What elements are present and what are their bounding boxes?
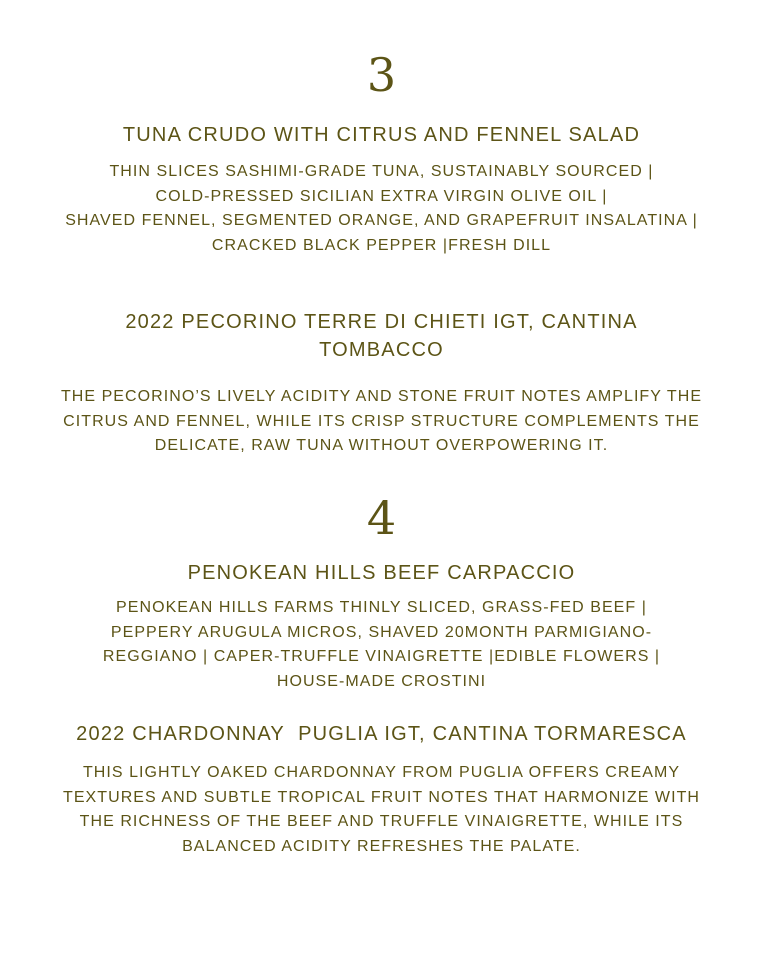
description-line: THIN SLICES SASHIMI-GRADE TUNA, SUSTAINABLY SOURCED | xyxy=(109,163,654,180)
course-3-dish-description xyxy=(0,160,763,258)
course-3-wine-title xyxy=(0,308,763,364)
description-line: HOUSE-MADE CROSTINI xyxy=(276,672,487,690)
description-line: CRACKED BLACK PEPPER |FRESH DILL xyxy=(211,236,552,254)
course-4-number: 4 xyxy=(366,491,397,545)
course-4-wine-note xyxy=(0,761,763,859)
course-3-number: 3 xyxy=(366,48,397,102)
wine-note-line: TEXTURES AND SUBTLE TROPICAL FRUIT NOTES THAT HARMONIZE WITH xyxy=(63,788,700,806)
course-4-dish-title: PENOKEAN HILLS BEEF CARPACCIO xyxy=(187,562,576,584)
course-4-wine-title: 2022 CHARDONNAY PUGLIA IGT, CANTINA TORMARESCA xyxy=(76,723,687,745)
wine-note-line: CITRUS AND FENNEL, WHILE ITS CRISP STRUCTURE COMPLEMENTS THE xyxy=(63,412,700,430)
course-4-dish-description xyxy=(0,596,763,694)
course-3-dish-title: TUNA CRUDO WITH CITRUS AND FENNEL SALAD xyxy=(122,124,641,146)
wine-note-line: THE PECORINO’S LIVELY ACIDITY AND STONE FRUIT NOTES AMPLIFY THE xyxy=(60,388,703,405)
wine-note-line: THE RICHNESS OF THE BEEF AND TRUFFLE VINAIGRETTE, WHILE ITS xyxy=(79,813,684,830)
wine-note-line: THIS LIGHTLY OAKED CHARDONNAY FROM PUGLIA OFFERS CREAMY xyxy=(82,764,681,781)
wine-note-line: BALANCED ACIDITY REFRESHES THE PALATE. xyxy=(182,837,581,855)
description-line: REGGIANO | CAPER-TRUFFLE VINAIGRETTE |EDIBLE FLOWERS | xyxy=(102,648,661,665)
course-3-wine-note xyxy=(0,385,763,459)
description-line: PEPPERY ARUGULA MICROS, SHAVED 20MONTH PARMIGIANO- xyxy=(110,623,653,641)
description-line: PENOKEAN HILLS FARMS THINLY SLICED, GRASS-FED BEEF | xyxy=(116,599,647,616)
description-line: SHAVED FENNEL, SEGMENTED ORANGE, AND GRAPEFRUIT INSALATINA | xyxy=(65,212,698,229)
wine-title-line: TOMBACCO xyxy=(319,339,444,361)
wine-title-line: 2022 PECORINO TERRE DI CHIETI IGT, CANTINA xyxy=(125,311,638,333)
description-line: COLD-PRESSED SICILIAN EXTRA VIRGIN OLIVE OIL | xyxy=(155,187,608,205)
wine-note-line: DELICATE, RAW TUNA WITHOUT OVERPOWERING IT. xyxy=(154,437,609,454)
